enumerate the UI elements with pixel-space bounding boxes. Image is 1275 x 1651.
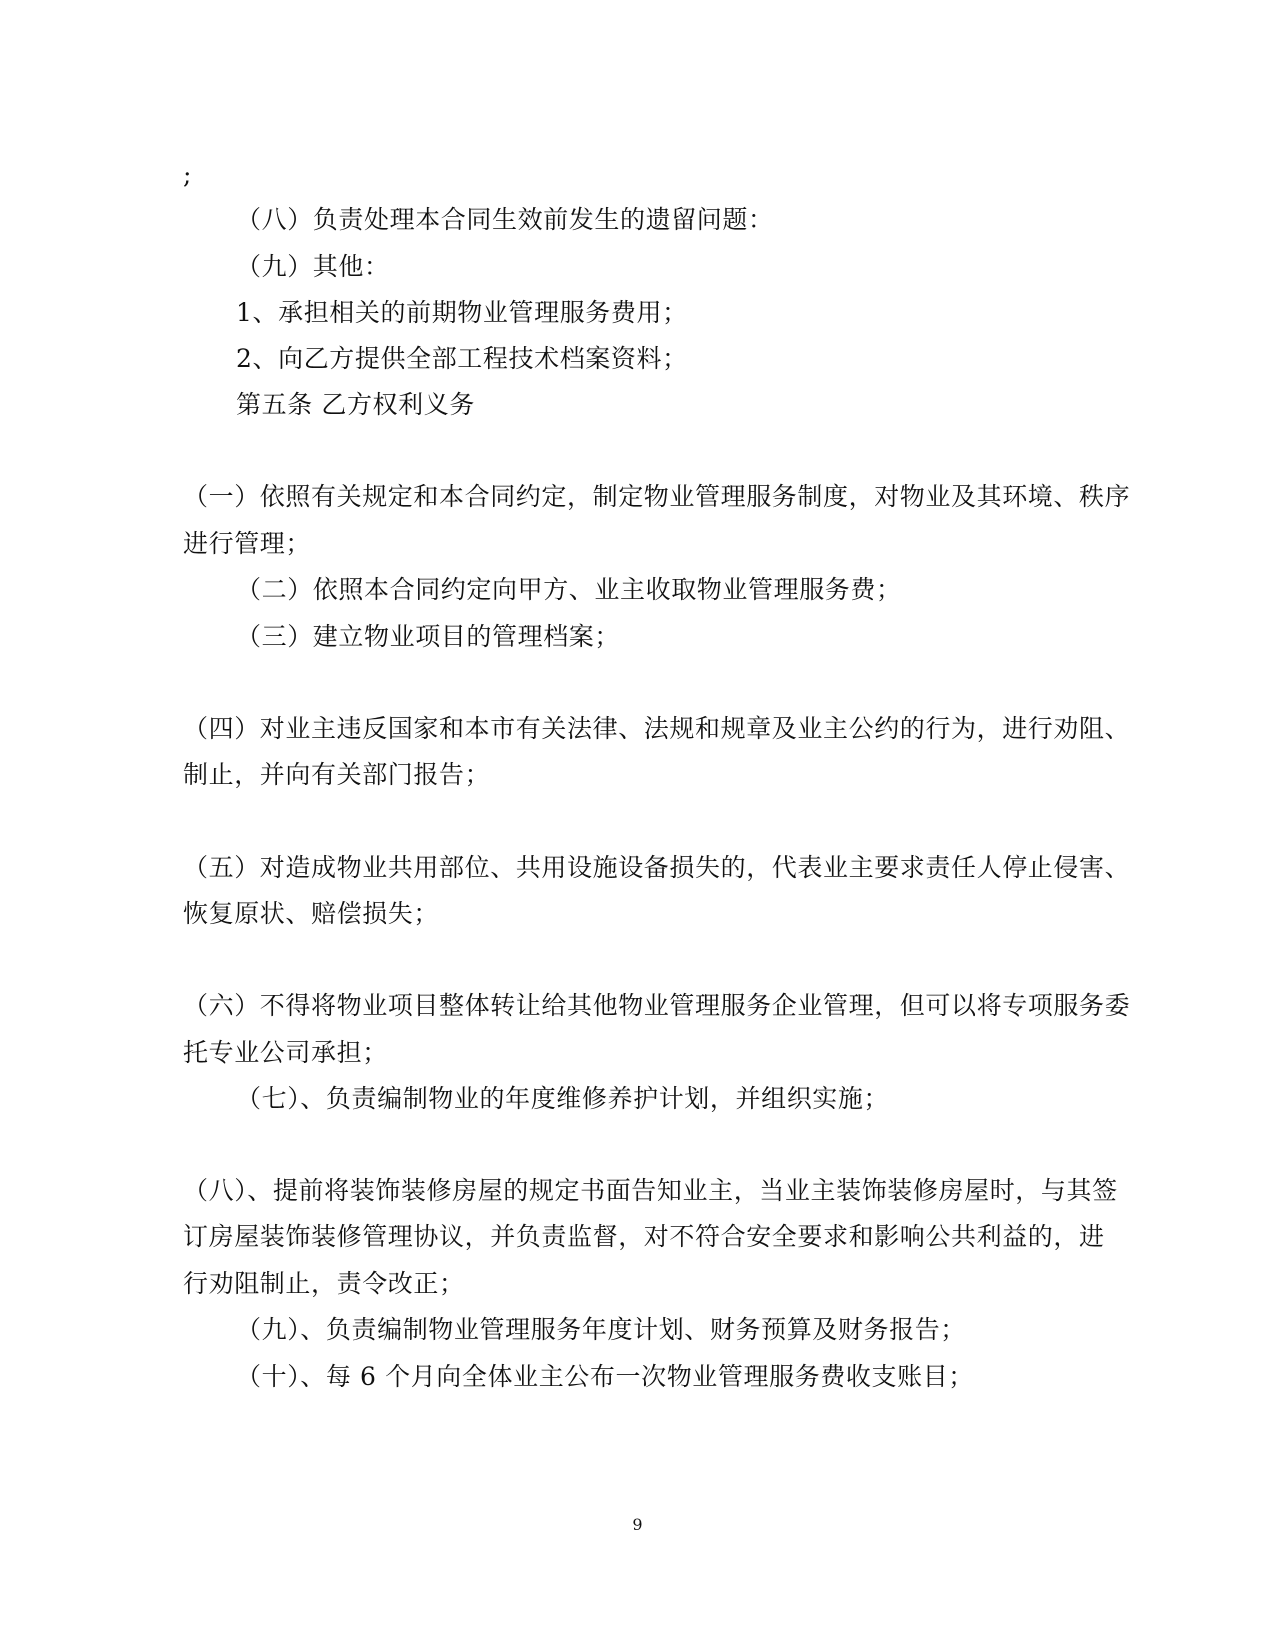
section-heading: 第五条 乙方权利义务 (236, 390, 475, 419)
text-line: （七）、负责编制物业的年度维修养护计划，并组织实施； (236, 1084, 890, 1113)
text-line: （八）、提前将装饰装修房屋的规定书面告知业主，当业主装饰装修房屋时，与其签 (183, 1176, 1118, 1205)
text-line: （九）、负责编制物业管理服务年度计划、财务预算及财务报告； (236, 1315, 966, 1344)
text-line: （八）负责处理本合同生效前发生的遗留问题： (236, 205, 774, 234)
text-line: 托专业公司承担； (183, 1038, 388, 1067)
text-line: ; (183, 160, 193, 189)
text-line: 制止，并向有关部门报告； (183, 760, 491, 789)
text-line: （五）对造成物业共用部位、共用设施设备损失的，代表业主要求责任人停止侵害、 (183, 853, 1131, 882)
text-line: 行劝阻制止，责令改正； (183, 1269, 465, 1298)
text-line: 进行管理； (183, 529, 312, 558)
text-line: 2、向乙方提供全部工程技术档案资料； (236, 344, 688, 373)
text-line: （二）依照本合同约定向甲方、业主收取物业管理服务费； (236, 575, 902, 604)
text-line: 订房屋装饰装修管理协议，并负责监督，对不符合安全要求和影响公共利益的，进 (183, 1222, 1105, 1251)
text-line: （四）对业主违反国家和本市有关法律、法规和规章及业主公约的行为，进行劝阻、 (183, 714, 1131, 743)
text-line: 1、承担相关的前期物业管理服务费用； (236, 298, 688, 327)
text-line: （一）依照有关规定和本合同约定，制定物业管理服务制度，对物业及其环境、秩序 (183, 482, 1131, 511)
text-line: （六）不得将物业项目整体转让给其他物业管理服务企业管理，但可以将专项服务委 (183, 991, 1131, 1020)
text-line: （三）建立物业项目的管理档案； (236, 622, 621, 651)
text-line: 恢复原状、赔偿损失； (183, 899, 440, 928)
page-number: 9 (632, 1515, 643, 1534)
text-line: （十）、每 6 个月向全体业主公布一次物业管理服务费收支账目； (236, 1362, 974, 1391)
text-line: （九）其他： (236, 252, 390, 281)
